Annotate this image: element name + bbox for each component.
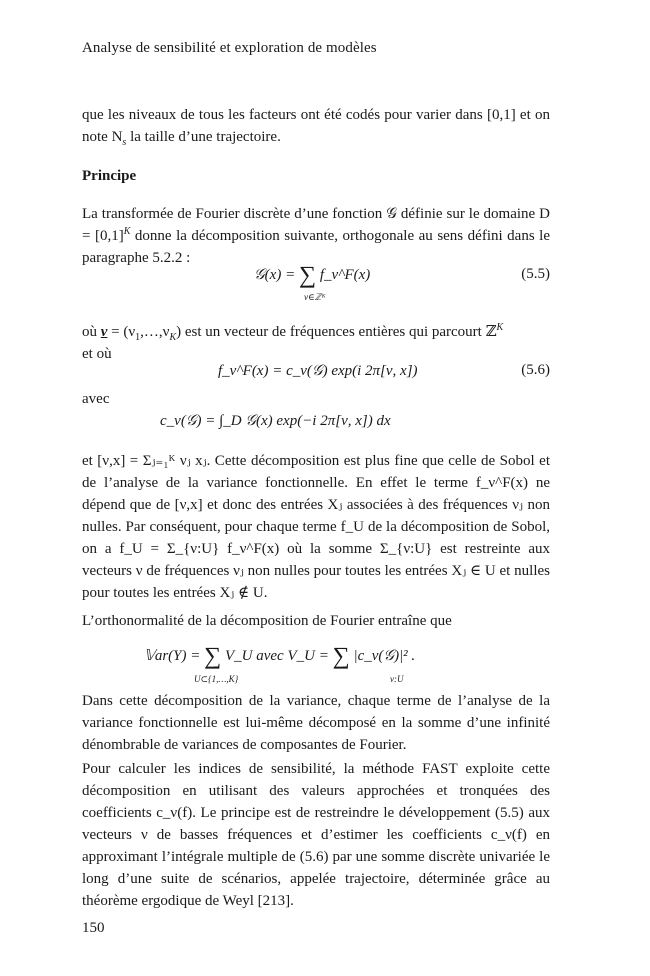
nu-text-c: ,…,ν xyxy=(140,324,170,340)
equation-variance xyxy=(82,643,550,688)
fourier-sup: K xyxy=(123,226,131,237)
nu-sup-k: K xyxy=(496,322,504,333)
paragraph-fast: Pour calculer les indices de sensibilité, la méthode FAST exploite cette décomposition en utilisant des valeurs approchées et tronquées des coefficients c_ν(f). Le principe est de restreindre le développement (5.5) aux vecteurs ν de basses fréquences et d’estimer les coefficients c_ν(f) en approximant l’intégrale multiple de (5.6) par une somme discrète univariée le long d’une suite de scénarios, appelée trajectoire, déterminée grâce au théorème ergodique de Weyl [213]. xyxy=(82,761,550,909)
sum-symbol-2: ∑ xyxy=(204,643,222,670)
nu-symbol: ν xyxy=(100,324,108,340)
running-header: Analyse de sensibilité et exploration de modèles xyxy=(82,40,377,56)
equation-5-5 xyxy=(82,262,550,306)
paragraph-orthonormality: L’orthonormalité de la décomposition de Fourier entraîne que xyxy=(82,613,452,629)
nu-text-a: où xyxy=(82,324,101,340)
var-mid: V_U avec V_U = xyxy=(225,648,333,664)
paragraph-fourier xyxy=(82,203,550,269)
intro-end: la taille d’une trajectoire. xyxy=(126,129,281,145)
paragraph-variance-decomp: Dans cette décomposition de la variance, chaque terme de l’analyse de la variance fonctionnelle est lui-même décomposé en la somme d’une infinité dénombrable de variances de composantes de Fourier. xyxy=(82,693,550,753)
page-number: 150 xyxy=(82,920,105,936)
eq-c-body: c_ν(𝒢) = ∫_D 𝒢(x) exp(−i 2π[ν, x]) dx xyxy=(160,413,391,429)
eq56-body: f_ν^F(x) = c_ν(𝒢) exp(i 2π[ν, x]) xyxy=(218,363,418,379)
eq55-lhs: 𝒢(x) = xyxy=(254,267,299,283)
fourier-text-a: La transformée de Fourier discrète d’une fonction 𝒢 définie sur le domaine D = [0,1] xyxy=(82,206,550,244)
fourier-text-b: donne la décomposition suivante, orthogonale au sens défini dans le paragraphe 5.2.2 : xyxy=(82,228,550,266)
nu-text-e: et où xyxy=(82,346,112,362)
var-sub-2: ν:U xyxy=(390,674,404,684)
page xyxy=(82,0,550,976)
intro-text: que les niveaux de tous les facteurs ont été codés pour varier dans [0,1] et on note N xyxy=(82,107,550,145)
eq55-number: (5.5) xyxy=(521,266,550,282)
paragraph-intro xyxy=(82,104,550,148)
sum-symbol: ∑ xyxy=(298,262,317,289)
paragraph-avec: avec xyxy=(82,391,110,407)
var-rhs: |c_ν(𝒢)|² . xyxy=(353,648,416,664)
sum-symbol-3: ∑ xyxy=(332,643,350,670)
eq56-number: (5.6) xyxy=(521,362,550,378)
nu-text-b: = (ν xyxy=(107,324,136,340)
paragraph-decomposition: et [ν,x] = Σⱼ₌₁ᴷ νⱼ xⱼ. Cette décomposition est plus fine que celle de Sobol et de l’analyse de la variance fonctionnelle. En effet le terme f_ν^F(x) ne dépend que de [ν,x] et donc des entrées Xⱼ associées à des fréquences νⱼ non nulles. Par conséquent, pour chaque terme f_U de la décomposition de Sobol, on a f_U = Σ_{ν:U} f_ν^F(x) où la somme Σ_{ν:U} est restreinte aux vecteurs ν de fréquences νⱼ non nulles pour toutes les entrées Xⱼ ∈ U et nulles pour toutes les entrées Xⱼ ∉ U. xyxy=(82,453,550,601)
eq55-rhs: f_ν^F(x) xyxy=(319,267,371,283)
section-title: Principe xyxy=(82,168,137,184)
var-sub-1: U⊂{1,…,K} xyxy=(194,674,239,684)
nu-sub-1: 1 xyxy=(135,332,141,343)
var-lhs: 𝕍ar(Y) = xyxy=(144,648,205,664)
nu-sub-k: K xyxy=(169,332,177,343)
intro-sub: s xyxy=(122,137,127,148)
nu-text-d: ) est un vecteur de fréquences entières qui parcourt ℤ xyxy=(176,324,497,340)
paragraph-nu xyxy=(82,321,550,365)
eq55-sum-sub: ν∈ℤᴷ xyxy=(304,292,326,302)
